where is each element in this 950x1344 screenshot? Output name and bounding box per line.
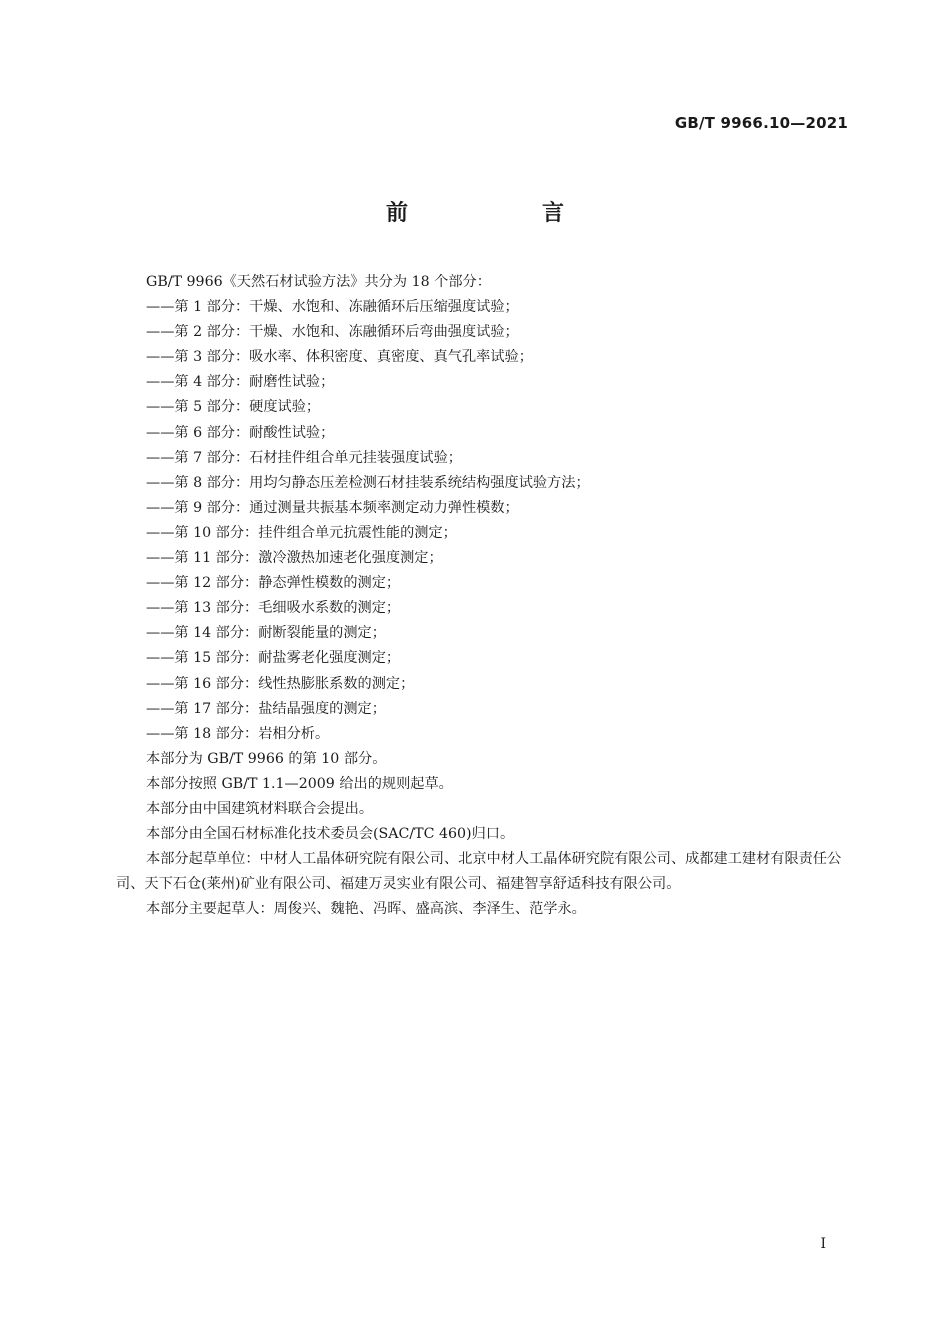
page-number: I — [820, 1236, 826, 1252]
scope-paragraph: 本部分为 GB/T 9966 的第 10 部分。 — [146, 750, 387, 767]
drafting-rules-paragraph: 本部分按照 GB/T 1.1—2009 给出的规则起草。 — [146, 775, 453, 792]
part-item: ——第 8 部分：用均匀静态压差检测石材挂装系统结构强度试验方法； — [146, 474, 590, 491]
proposer-paragraph: 本部分由中国建筑材料联合会提出。 — [146, 800, 374, 817]
drafters-paragraph: 本部分主要起草人：周俊兴、魏艳、冯晖、盛高滨、李泽生、范学永。 — [146, 901, 586, 918]
part-item: ——第 10 部分：挂件组合单元抗震性能的测定； — [146, 524, 457, 541]
part-item: ——第 5 部分：硬度试验； — [146, 399, 321, 416]
drafting-units-paragraph: 本部分起草单位：中材人工晶体研究院有限公司、北京中材人工晶体研究院有限公司、成都建工建材有限责任公司、天下石仓(莱州)矿业有限公司、福建万灵实业有限公司、福建智享舒适科技有限公司。 — [116, 851, 842, 893]
part-item: ——第 11 部分：激冷激热加速老化强度测定； — [146, 550, 443, 567]
part-item: ——第 12 部分：静态弹性模数的测定； — [146, 575, 401, 592]
part-item: ——第 7 部分：石材挂件组合单元挂装强度试验； — [146, 449, 462, 466]
part-item: ——第 18 部分：岩相分析。 — [146, 725, 330, 742]
part-item: ——第 16 部分：线性热膨胀系数的测定； — [146, 675, 415, 692]
part-item: ——第 2 部分：干燥、水饱和、冻融循环后弯曲强度试验； — [146, 324, 519, 341]
part-item: ——第 15 部分：耐盐雾老化强度测定； — [146, 650, 401, 667]
part-item: ——第 1 部分：干燥、水饱和、冻融循环后压缩强度试验； — [146, 299, 519, 316]
part-item: ——第 13 部分：毛细吸水系数的测定； — [146, 600, 401, 617]
part-item: ——第 17 部分：盐结晶强度的测定； — [146, 700, 386, 717]
committee-paragraph: 本部分由全国石材标准化技术委员会(SAC/TC 460)归口。 — [146, 826, 515, 843]
foreword-body — [116, 270, 854, 922]
part-item: ——第 14 部分：耐断裂能量的测定； — [146, 625, 386, 642]
part-item: ——第 6 部分：耐酸性试验； — [146, 424, 335, 441]
standard-code: GB/T 9966.10—2021 — [674, 114, 848, 132]
page-title: 前 言 — [385, 201, 620, 226]
part-item: ——第 4 部分：耐磨性试验； — [146, 374, 335, 391]
part-item: ——第 9 部分：通过测量共振基本频率测定动力弹性模数； — [146, 499, 519, 516]
part-item: ——第 3 部分：吸水率、体积密度、真密度、真气孔率试验； — [146, 349, 533, 366]
intro-paragraph: GB/T 9966《天然石材试验方法》共分为 18 个部分： — [146, 274, 491, 290]
